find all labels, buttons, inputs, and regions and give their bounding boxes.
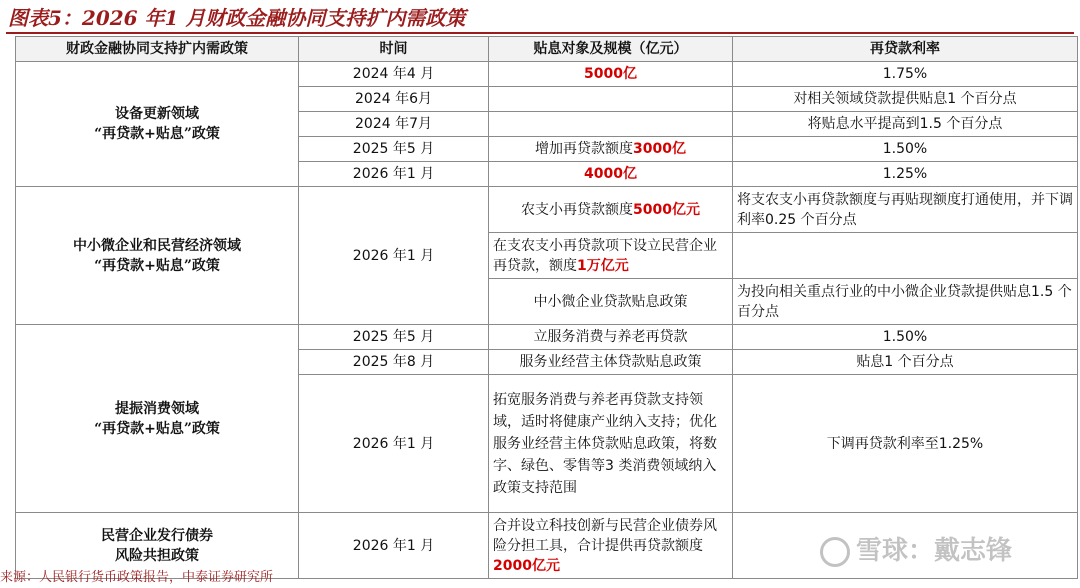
subject-cell [489, 62, 733, 87]
rate-cell: 1.25% [733, 162, 1078, 187]
header-rate: 再贷款利率 [733, 37, 1078, 62]
watermark [820, 530, 1012, 567]
table-row [16, 325, 1078, 350]
rate-cell: 1.50% [733, 325, 1078, 350]
time-cell: 2026 年1 月 [299, 162, 489, 187]
highlight-amount: 3000亿 [633, 141, 686, 157]
watermark-text: 雪球：戴志锋 [856, 536, 1013, 566]
header-subject: 贴息对象及规模（亿元） [489, 37, 733, 62]
snowball-logo-icon [820, 537, 850, 567]
category-line: “再贷款+贴息”政策 [94, 257, 220, 274]
category-line: “再贷款+贴息”政策 [94, 420, 220, 437]
time-cell: 2024 年7月 [299, 112, 489, 137]
subject-cell [489, 137, 733, 162]
subject-cell [489, 350, 733, 375]
time-cell: 2026 年1 月 [299, 187, 489, 325]
category-smb-private-economy [16, 187, 299, 325]
subject-cell [489, 112, 733, 137]
subject-cell [489, 513, 733, 579]
figure-title: 图表5：2026 年1 月财政金融协同支持扩内需政策 [8, 6, 466, 30]
subject-text: 增加再贷款额度 [535, 141, 634, 157]
rate-cell: 将支农支小再贷款额度与再贴现额度打通使用，并下调利率0.25 个百分点 [733, 187, 1078, 233]
rate-cell: 为投向相关重点行业的中小微企业贷款提供贴息1.5 个百分点 [733, 279, 1078, 325]
highlight-amount: 5000亿 [584, 66, 637, 82]
category-line: 提振消费领域 [115, 400, 199, 417]
table-row [16, 187, 1078, 233]
subject-cell [489, 279, 733, 325]
subject-text: 服务业经营主体贷款贴息政策 [519, 354, 702, 370]
time-cell: 2025 年5 月 [299, 137, 489, 162]
time-cell: 2026 年1 月 [299, 375, 489, 513]
subject-cell [489, 87, 733, 112]
header-policy: 财政金融协同支持扩内需政策 [16, 37, 299, 62]
category-line: 风险共担政策 [115, 547, 199, 564]
rate-cell: 1.75% [733, 62, 1078, 87]
subject-cell [489, 162, 733, 187]
subject-text: 中小微企业贷款贴息政策 [533, 293, 688, 310]
subject-cell [489, 325, 733, 350]
subject-text: 立服务消费与养老再贷款 [533, 329, 688, 345]
highlight-amount: 5000亿元 [633, 201, 700, 218]
rate-cell [733, 233, 1078, 279]
time-cell: 2024 年4 月 [299, 62, 489, 87]
category-line: 中小微企业和民营经济领域 [73, 237, 241, 254]
category-line: “再贷款+贴息”政策 [94, 126, 220, 142]
subject-text: 拓宽服务消费与养老再贷款支持领域，适时将健康产业纳入支持；优化服务业经营主体贷款贴息政策，将数字、绿色、零售等3 类消费领域纳入政策支持范围 [493, 391, 717, 496]
source-note: 来源：人民银行货币政策报告，中泰证券研究所 [0, 570, 274, 585]
time-cell: 2026 年1 月 [299, 513, 489, 579]
time-cell: 2025 年8 月 [299, 350, 489, 375]
subject-cell [489, 375, 733, 513]
highlight-amount: 1万亿元 [577, 257, 629, 274]
category-line: 民营企业发行债券 [101, 527, 213, 544]
time-cell: 2025 年5 月 [299, 325, 489, 350]
title-divider [6, 32, 1074, 34]
rate-cell: 1.50% [733, 137, 1078, 162]
subject-cell [489, 187, 733, 233]
highlight-amount: 4000亿 [584, 166, 637, 182]
category-line: 设备更新领域 [115, 106, 199, 122]
highlight-amount: 2000亿元 [493, 557, 560, 574]
rate-cell: 将贴息水平提高到1.5 个百分点 [733, 112, 1078, 137]
subject-text: 在支农支小再贷款项下设立民营企业再贷款，额度 [493, 237, 717, 274]
category-consumption [16, 325, 299, 513]
header-time: 时间 [299, 37, 489, 62]
category-equipment-renewal [16, 62, 299, 187]
subject-text: 合并设立科技创新与民营企业债券风险分担工具，合计提供再贷款额度 [493, 517, 717, 554]
table-row [16, 62, 1078, 87]
rate-cell: 贴息1 个百分点 [733, 350, 1078, 375]
time-cell: 2024 年6月 [299, 87, 489, 112]
rate-cell: 对相关领域贷款提供贴息1 个百分点 [733, 87, 1078, 112]
table-header-row [16, 37, 1078, 62]
subject-cell [489, 233, 733, 279]
rate-cell: 下调再贷款利率至1.25% [733, 375, 1078, 513]
subject-text: 农支小再贷款额度 [521, 201, 634, 218]
policy-table [15, 36, 1078, 579]
